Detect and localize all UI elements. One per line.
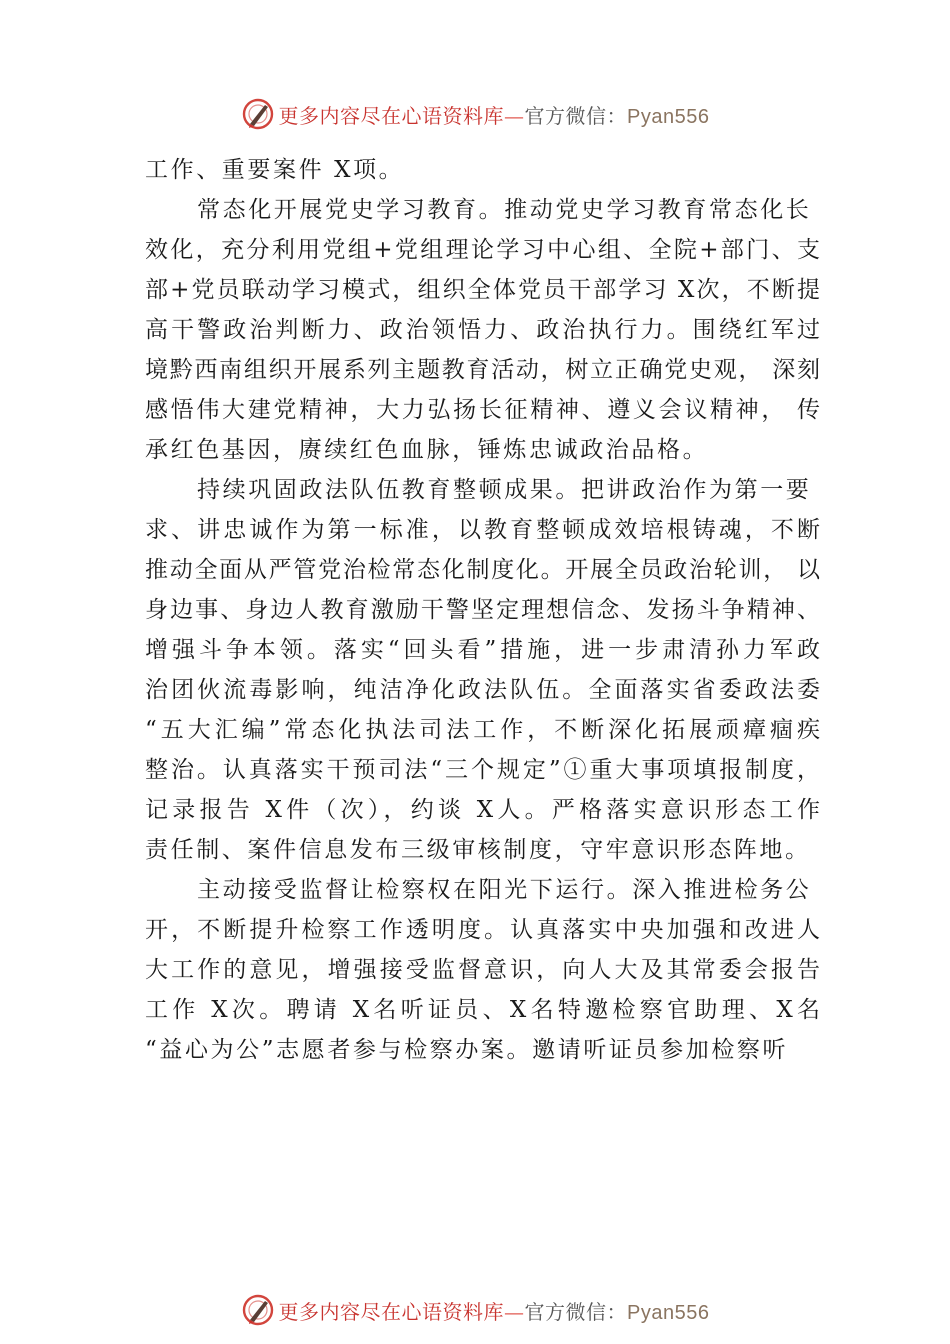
text-line: 记录报告 X件（次），约谈 X人。严格落实意识形态工作 [145, 797, 820, 823]
text-line: “五大汇编”常态化执法司法工作，不断深化拓展顽瘴痼疾 [145, 717, 820, 743]
text-line: 治团伙流毒影响，纯洁净化政法队伍。全面落实省委政法委 [145, 677, 820, 703]
text-line: 整治。认真落实干预司法“三个规定”①重大事项填报制度， [145, 757, 820, 783]
banner-text [279, 1296, 710, 1325]
text-line: 大工作的意见，增强接受监督意识，向人大及其常委会报告 [145, 957, 820, 983]
banner-text [279, 100, 710, 129]
text-line: 常态化开展党史学习教育。推动党史学习教育常态化长 [197, 197, 812, 223]
text-line: 高干警政治判断力、政治领悟力、政治执行力。围绕红军过 [145, 317, 820, 343]
text-line: “益心为公”志愿者参与检察办案。邀请听证员参加检察听 [145, 1037, 789, 1063]
footer-banner [0, 1290, 950, 1330]
banner-official-label: 官方微信： [524, 1299, 628, 1324]
text-line: 求、讲忠诚作为第一标准，以教育整顿成效培根铸魂，不断 [145, 517, 820, 543]
text-line: 开，不断提升检察工作透明度。认真落实中央加强和改进人 [145, 917, 820, 943]
text-line: 主动接受监督让检察权在阳光下运行。深入推进检务公 [197, 877, 812, 903]
text-line: 推动全面从严管党治检常态化制度化。开展全员政治轮训， 以 [145, 557, 820, 583]
ink-pen-logo-icon [241, 97, 275, 131]
text-line: 感悟伟大建党精神，大力弘扬长征精神、遵义会议精神， 传 [145, 397, 820, 423]
text-line: 身边事、身边人教育激励干警坚定理想信念、发扬斗争精神、 [145, 597, 820, 623]
banner-official-label: 官方微信： [524, 103, 628, 128]
banner-dash: — [504, 103, 525, 128]
banner-dash: — [504, 1299, 525, 1324]
text-line: 境黔西南组织开展系列主题教育活动，树立正确党史观， 深刻 [145, 357, 820, 383]
document-body [145, 150, 820, 1070]
banner-wechat-id: Pyan556 [627, 105, 710, 128]
ink-pen-logo-icon [241, 1293, 275, 1327]
banner-main-text: 更多内容尽在心语资料库 [278, 103, 505, 128]
text-line: 效化，充分利用党组+党组理论学习中心组、全院+部门、支 [145, 237, 820, 263]
text-line: 工作、重要案件 X项。 [145, 157, 405, 183]
text-line: 增强斗争本领。落实“回头看”措施，进一步肃清孙力军政 [145, 637, 820, 663]
text-line: 责任制、案件信息发布三级审核制度，守牢意识形态阵地。 [145, 837, 811, 863]
banner-main-text: 更多内容尽在心语资料库 [278, 1299, 505, 1324]
banner-wechat-id: Pyan556 [627, 1301, 710, 1324]
text-line: 承红色基因，赓续红色血脉，锤炼忠诚政治品格。 [145, 437, 709, 463]
text-line: 工作 X次。聘请 X名听证员、X名特邀检察官助理、X名 [145, 997, 820, 1023]
header-banner [0, 94, 950, 134]
text-line: 持续巩固政法队伍教育整顿成果。把讲政治作为第一要 [197, 477, 812, 503]
text-line: 部+党员联动学习模式，组织全体党员干部学习 X次，不断提 [145, 277, 820, 303]
